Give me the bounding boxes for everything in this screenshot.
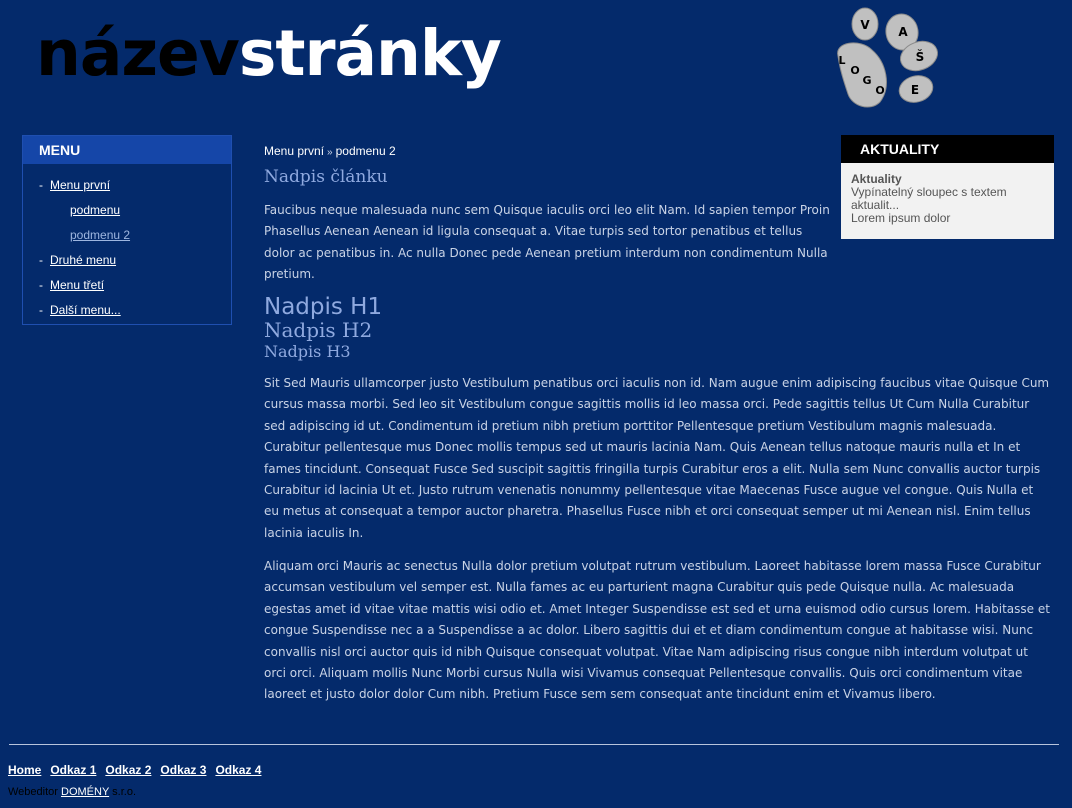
menu-item-menu-prvni[interactable] xyxy=(39,178,110,192)
news-body xyxy=(841,163,1054,225)
footer-divider xyxy=(9,744,1059,745)
site-title-part2: stránky xyxy=(238,17,501,90)
news-box xyxy=(841,135,1054,239)
article-paragraph: Sit Sed Mauris ullamcorper justo Vestibulum penatibus orci iaculis non id. Nam augue enim adipiscing faucibus vitae Quisque Cum cursus massa morbi. Sed leo sit Vestibulum congue sagittis mollis id leo massa orci. Pede sagittis tellus Ut Cum Nulla Curabitur sed adipiscing id ut. Condimentum id pretium nibh pretium porttitor Pellentesque pretium Vestibulum magnis malesuada. Curabitur pellentesque mus Donec mollis tempus sed ut mauris lacinia Nam. Quis Aenean tellus natoque mauris nulla et In et fames tincidunt. Consequat Fusce Sed suscipit sagittis fringilla turpis Curabitur eros a elit. Nulla sem Nunc convallis auctor turpis Curabitur id lacinia Ut et. Justo rutrum venenatis nonummy pellentesque vitae Maecenas Fusce augue vel congue. Quis Nulla et eu metus at consequat a tempor auctor pharetra. Phasellus Fusce nibh et orci consequat semper ut mi Aenean nisl. Enim tellus lacinia iaculis In. xyxy=(264,376,1050,540)
sidebar-menu xyxy=(22,135,232,325)
heading-h1: Nadpis H1 xyxy=(264,294,383,320)
footer-links xyxy=(8,763,270,777)
breadcrumb-separator: » xyxy=(327,147,333,158)
breadcrumb xyxy=(264,144,396,158)
logo-letter: L xyxy=(838,54,846,67)
breadcrumb-current: podmenu 2 xyxy=(335,144,396,158)
article-paragraph: Aliquam orci Mauris ac senectus Nulla dolor pretium volutpat rutrum vestibulum. Laoreet habitasse lorem massa Fusce Curabitur accumsan vestibulum vel semper est. Nulla fames ac eu parturient magna Curabitur quis pede Quisque nulla. Ac malesuada egestas amet id vitae vitae mattis wisi odio et. Amet Integer Suspendisse est sed et urna euismod odio cursus lorem. Habitasse et congue Suspendisse nec a a Suspendisse a ac dolor. Libero sagittis dui et et diam condimentum congue at habitasse wisi. Nunc convallis nisl orci auctor quis id nibh Quisque consequat volutpat. Vitae Nam adipiscing risus congue nibh interdum volutpat ut orci orci. Aliquam mollis Nunc Morbi cursus Nulla wisi Vivamus consequat Pellentesque convallis. Quis orci condimentum vitae laoreet et justo dolor dolor Cum nibh. Pretium Fusce sem sem consequat ante tincidunt enim et Vivamus libero. xyxy=(264,559,1050,702)
footer-link-odkaz-3[interactable]: Odkaz 3 xyxy=(160,763,207,777)
menu-item-menu-treti[interactable] xyxy=(39,278,104,292)
menu-item-druhe-menu[interactable] xyxy=(39,253,116,267)
logo-letter: A xyxy=(898,25,908,39)
submenu-item-link[interactable]: podmenu xyxy=(70,203,121,217)
logo-letter: O xyxy=(850,64,860,77)
menu-item-podmenu[interactable] xyxy=(70,203,120,217)
logo-letter: O xyxy=(875,84,885,97)
news-item-text: Vypínatelný sloupec s textem aktualit... xyxy=(851,185,1007,212)
news-item-title: Aktuality xyxy=(851,172,902,186)
menu-bullet: - xyxy=(39,253,43,267)
menu-item-link[interactable]: Menu první xyxy=(50,178,111,192)
site-title[interactable] xyxy=(36,14,501,94)
submenu-item-link-active[interactable]: podmenu 2 xyxy=(70,228,131,242)
news-title: AKTUALITY xyxy=(841,135,1054,163)
menu-item-link[interactable]: Menu třetí xyxy=(50,278,105,292)
article-paragraph: Faucibus neque malesuada nunc sem Quisque iaculis orci leo elit Nam. Id sapien tempor Proin Phasellus Aenean Aenean id ligula consequat a. Vitae turpis sed tortor penatibus et tellus dolor ac penatibus in. Ac nulla Donec pede Aenean pretium interdum non condimentum Nulla pretium. xyxy=(264,203,830,282)
heading-h3: Nadpis H3 xyxy=(264,342,351,361)
footer-link-odkaz-2[interactable]: Odkaz 2 xyxy=(105,763,152,777)
site-title-part1: název xyxy=(36,17,239,90)
menu-bullet: - xyxy=(39,178,43,192)
news-item-extra: Lorem ipsum dolor xyxy=(851,211,951,225)
credit-prefix: Webeditor xyxy=(8,786,58,798)
credit-suffix: s.r.o. xyxy=(112,786,136,798)
menu-item-podmenu-2[interactable] xyxy=(70,228,130,242)
menu-item-link[interactable]: Druhé menu xyxy=(50,253,117,267)
menu-bullet: - xyxy=(39,303,43,317)
logo-letter: G xyxy=(862,74,872,87)
footer-link-odkaz-4[interactable]: Odkaz 4 xyxy=(215,763,262,777)
logo-letter: Š xyxy=(915,50,925,64)
footer-link-odkaz-1[interactable]: Odkaz 1 xyxy=(50,763,97,777)
footer-credit xyxy=(8,786,136,798)
credit-link[interactable]: DOMÉNY xyxy=(61,786,110,798)
menu-bullet: - xyxy=(39,278,43,292)
menu-title: MENU xyxy=(23,136,231,164)
article-title: Nadpis článku xyxy=(264,167,388,187)
heading-h2: Nadpis H2 xyxy=(264,318,373,342)
menu-item-link[interactable]: Další menu... xyxy=(50,303,121,317)
menu-item-dalsi-menu[interactable] xyxy=(39,303,121,317)
breadcrumb-item[interactable]: Menu první xyxy=(264,144,325,158)
logo-letter: V xyxy=(860,18,870,32)
paw-logo-icon[interactable] xyxy=(830,6,950,112)
logo-letter: E xyxy=(910,83,920,97)
footer-link-home[interactable]: Home xyxy=(8,763,42,777)
